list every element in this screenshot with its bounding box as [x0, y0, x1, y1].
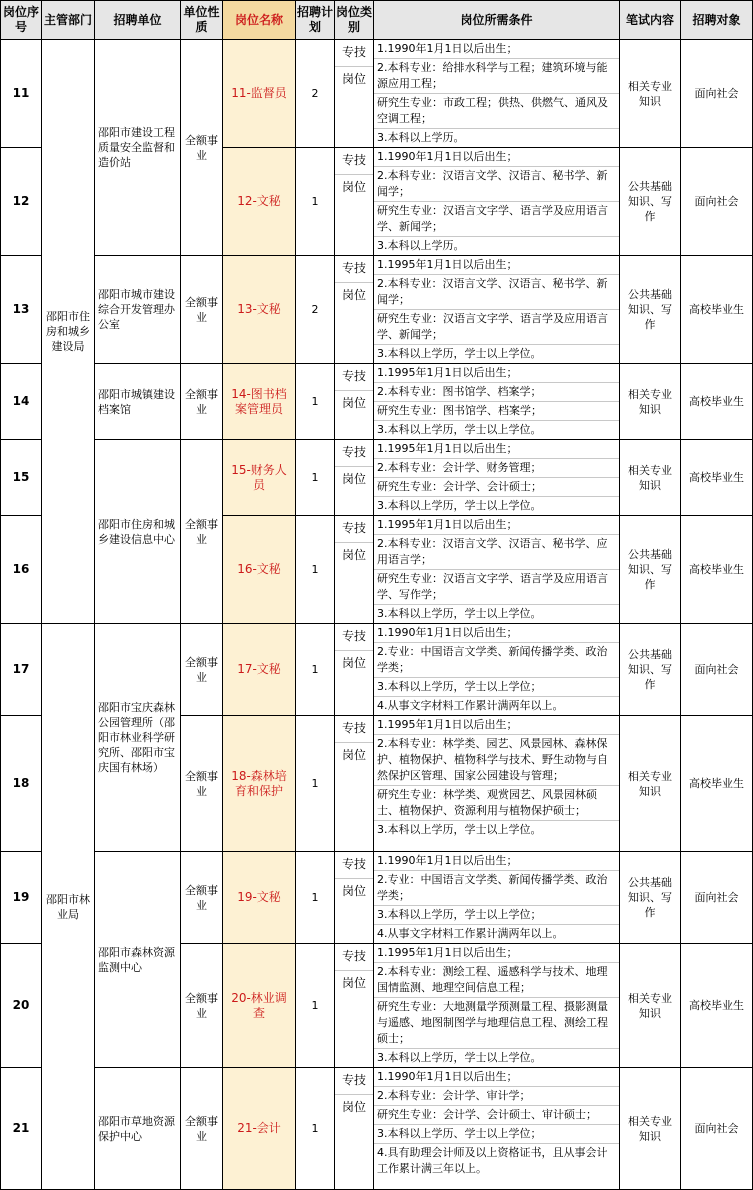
requirements-cell [374, 516, 620, 624]
exam-content [620, 40, 681, 148]
position-name: 15-财务人员 [223, 440, 296, 516]
category-line: 岗位 [341, 180, 366, 194]
dept-name: 邵阳市林业局 [46, 892, 90, 921]
position-category [335, 944, 374, 1068]
category-line: 专技 [335, 944, 373, 971]
exam-text: 公共基础知识、写作 [628, 548, 672, 591]
requirements-cell [374, 852, 620, 944]
requirement-line: 2.本科专业：汉语言文学、汉语言、秘书学、新闻学； [374, 275, 619, 310]
recruit-plan: 1 [296, 1068, 335, 1190]
unit-nature: 全额事业 [185, 991, 218, 1020]
exam-text: 相关专业知识 [628, 463, 672, 492]
requirements-cell [374, 716, 620, 852]
position-category [335, 148, 374, 256]
requirement-line: 2.本科专业：会计学、审计学； [374, 1087, 619, 1106]
recruit-target: 高校毕业生 [681, 944, 753, 1068]
recruit-target: 面向社会 [681, 852, 753, 944]
recruit-plan: 1 [296, 364, 335, 440]
recruit-target: 面向社会 [681, 1068, 753, 1190]
table-row [1, 624, 753, 716]
requirement-line: 2.本科专业：会计学、财务管理； [374, 459, 619, 478]
unit-name: 邵阳市城镇建设档案馆 [98, 387, 175, 416]
category-line: 专技 [335, 148, 373, 175]
requirements-cell [374, 1068, 620, 1190]
exam-content [620, 852, 681, 944]
position-category [335, 1068, 374, 1190]
position-category [335, 256, 374, 364]
recruit-target: 高校毕业生 [681, 256, 753, 364]
unit-nature: 全额事业 [185, 387, 218, 416]
requirement-line: 1.1995年1月1日以后出生； [374, 364, 619, 383]
requirement-line: 1.1990年1月1日以后出生； [374, 1068, 619, 1087]
requirement-line: 2.本科专业：给排水科学与工程；建筑环境与能源应用工程； [374, 59, 619, 94]
recruit-plan: 2 [296, 256, 335, 364]
category-line: 岗位 [341, 548, 366, 562]
category-line: 岗位 [341, 748, 366, 762]
unit-name: 邵阳市城市建设综合开发管理办公室 [98, 288, 175, 331]
category-line: 岗位 [341, 1100, 366, 1114]
row-seq: 11 [1, 40, 42, 148]
requirement-line: 1.1995年1月1日以后出生； [374, 440, 619, 459]
recruit-target: 高校毕业生 [681, 716, 753, 852]
category-line: 专技 [335, 852, 373, 879]
position-name: 13-文秘 [223, 256, 296, 364]
unit-name: 邵阳市建设工程质量安全监督和造价站 [98, 126, 175, 169]
requirement-line: 研究生专业：大地测量学预测量工程、摄影测量与遥感、地图制图学与地理信息工程、测绘工程硕士； [374, 998, 619, 1049]
exam-text: 相关专业知识 [628, 387, 672, 416]
exam-content [620, 944, 681, 1068]
category-line: 专技 [335, 364, 373, 391]
exam-text: 相关专业知识 [628, 79, 672, 108]
recruit-plan: 1 [296, 516, 335, 624]
exam-text: 公共基础知识、写作 [628, 648, 672, 691]
header-seq: 岗位序号 [1, 1, 42, 40]
unit-nature: 全额事业 [185, 295, 218, 324]
requirement-line: 1.1995年1月1日以后出生； [374, 944, 619, 963]
requirement-line: 3.本科以上学历，学士以上学位。 [377, 607, 542, 620]
row-seq: 12 [1, 148, 42, 256]
table-row [1, 1068, 753, 1190]
nature-cell [181, 40, 223, 256]
recruit-target: 高校毕业生 [681, 516, 753, 624]
requirement-line: 研究生专业：会计学、会计硕士、审计硕士； [374, 1106, 619, 1125]
unit-nature: 全额事业 [185, 133, 218, 162]
unit-cell [95, 440, 181, 624]
requirement-line: 2.本科专业：测绘工程、遥感科学与技术、地理国情监测、地理空间信息工程； [374, 963, 619, 998]
exam-content [620, 256, 681, 364]
dept-name: 邵阳市住房和城乡建设局 [46, 310, 90, 353]
nature-cell [181, 944, 223, 1068]
nature-cell [181, 364, 223, 440]
table-row [1, 440, 753, 516]
position-category [335, 852, 374, 944]
position-name: 14-图书档案管理员 [223, 364, 296, 440]
recruit-target: 面向社会 [681, 624, 753, 716]
unit-nature: 全额事业 [185, 883, 218, 912]
category-line: 专技 [335, 40, 373, 67]
header-dept: 主管部门 [42, 1, 95, 40]
row-seq: 20 [1, 944, 42, 1068]
position-name: 17-文秘 [223, 624, 296, 716]
requirement-line: 3.本科以上学历，学士以上学位。 [377, 823, 542, 836]
unit-name: 邵阳市宝庆森林公园管理所（邵阳市林业科学研究所、邵阳市宝庆国有林场） [98, 701, 175, 774]
unit-nature: 全额事业 [185, 769, 218, 798]
requirement-line: 3.本科以上学历。 [377, 131, 465, 144]
header-row [1, 1, 753, 40]
requirement-line: 4.具有助理会计师及以上资格证书，且从事会计工作累计满三年以上。 [377, 1146, 608, 1175]
requirement-line: 4.从事文字材料工作累计满两年以上。 [377, 699, 564, 712]
unit-cell [95, 1068, 181, 1190]
category-line: 岗位 [341, 656, 366, 670]
nature-cell [181, 1068, 223, 1190]
unit-cell [95, 852, 181, 1068]
requirement-line: 2.本科专业：汉语言文学、汉语言、秘书学、新闻学； [374, 167, 619, 202]
table-row [1, 256, 753, 364]
requirement-line: 研究生专业：林学类、观赏园艺、风景园林硕士、植物保护、资源利用与植物保护硕士； [374, 786, 619, 821]
recruit-plan: 1 [296, 716, 335, 852]
position-category [335, 40, 374, 148]
requirements-cell [374, 148, 620, 256]
requirement-line: 研究生专业：汉语言文字学、语言学及应用语言学、写作学； [374, 570, 619, 605]
row-seq: 16 [1, 516, 42, 624]
requirement-line: 2.本科专业：图书馆学、档案学； [374, 383, 619, 402]
recruit-plan: 1 [296, 440, 335, 516]
header-nature: 单位性质 [181, 1, 223, 40]
requirement-line: 2.本科专业：汉语言文学、汉语言、秘书学、应用语言学； [374, 535, 619, 570]
table-row [1, 852, 753, 944]
requirements-cell [374, 364, 620, 440]
unit-cell [95, 40, 181, 256]
category-line: 岗位 [341, 72, 366, 86]
position-name: 12-文秘 [223, 148, 296, 256]
header-plan: 招聘计划 [296, 1, 335, 40]
requirements-cell [374, 40, 620, 148]
category-line: 专技 [335, 516, 373, 543]
row-seq: 13 [1, 256, 42, 364]
row-seq: 19 [1, 852, 42, 944]
exam-content [620, 148, 681, 256]
exam-text: 相关专业知识 [628, 991, 672, 1020]
exam-text: 相关专业知识 [628, 1114, 672, 1143]
category-line: 岗位 [341, 472, 366, 486]
requirement-line: 研究生专业：市政工程；供热、供燃气、通风及空调工程； [374, 94, 619, 129]
requirements-cell [374, 440, 620, 516]
category-line: 专技 [335, 1068, 373, 1095]
position-category [335, 440, 374, 516]
category-line: 岗位 [341, 396, 366, 410]
row-seq: 15 [1, 440, 42, 516]
category-line: 专技 [335, 440, 373, 467]
unit-nature: 全额事业 [185, 1114, 218, 1143]
exam-content [620, 1068, 681, 1190]
unit-name: 邵阳市住房和城乡建设信息中心 [98, 517, 175, 546]
requirement-line: 2.专业：中国语言文学类、新闻传播学类、政治学类； [374, 643, 619, 678]
requirements-cell [374, 944, 620, 1068]
header-exam: 笔试内容 [620, 1, 681, 40]
requirement-line: 4.从事文字材料工作累计满两年以上。 [377, 927, 564, 940]
table-body [1, 40, 753, 1190]
position-category [335, 716, 374, 852]
requirement-line: 3.本科以上学历，学士以上学位。 [377, 499, 542, 512]
position-name: 11-监督员 [223, 40, 296, 148]
position-name: 20-林业调查 [223, 944, 296, 1068]
nature-cell [181, 716, 223, 852]
requirement-line: 1.1990年1月1日以后出生； [374, 40, 619, 59]
unit-name: 邵阳市草地资源保护中心 [98, 1114, 175, 1143]
unit-cell [95, 256, 181, 364]
exam-content [620, 516, 681, 624]
requirement-line: 1.1990年1月1日以后出生； [374, 852, 619, 871]
category-line: 岗位 [341, 884, 366, 898]
dept-cell [42, 40, 95, 624]
category-line: 专技 [335, 716, 373, 743]
nature-cell [181, 624, 223, 716]
unit-cell [95, 364, 181, 440]
header-posname: 岗位名称 [223, 1, 296, 40]
nature-cell [181, 256, 223, 364]
requirement-line: 研究生专业：汉语言文字学、语言学及应用语言学、新闻学； [374, 202, 619, 237]
category-line: 专技 [335, 256, 373, 283]
nature-cell [181, 852, 223, 944]
requirements-cell [374, 256, 620, 364]
header-unit: 招聘单位 [95, 1, 181, 40]
exam-content [620, 624, 681, 716]
exam-content [620, 716, 681, 852]
exam-text: 相关专业知识 [628, 769, 672, 798]
header-cat: 岗位类别 [335, 1, 374, 40]
requirement-line: 研究生专业：会计学、会计硕士； [374, 478, 619, 497]
requirement-line: 1.1995年1月1日以后出生； [374, 516, 619, 535]
position-name: 18-森林培育和保护 [223, 716, 296, 852]
unit-cell [95, 624, 181, 852]
requirement-line: 3.本科以上学历。 [377, 239, 465, 252]
requirement-line: 2.本科专业：林学类、园艺、风景园林、森林保护、植物保护、植物科学与技术、野生动物与自然保护区管理、国家公园建设与管理； [374, 735, 619, 786]
recruit-target: 高校毕业生 [681, 364, 753, 440]
dept-cell [42, 624, 95, 1190]
requirement-line: 1.1990年1月1日以后出生； [374, 624, 619, 643]
recruit-target: 面向社会 [681, 40, 753, 148]
position-name: 16-文秘 [223, 516, 296, 624]
exam-text: 公共基础知识、写作 [628, 876, 672, 919]
exam-text: 公共基础知识、写作 [628, 288, 672, 331]
table-row [1, 40, 753, 148]
position-category [335, 516, 374, 624]
recruit-target: 高校毕业生 [681, 440, 753, 516]
requirement-line: 1.1995年1月1日以后出生； [374, 716, 619, 735]
requirement-line: 1.1995年1月1日以后出生； [374, 256, 619, 275]
requirement-line: 研究生专业：图书馆学、档案学； [374, 402, 619, 421]
exam-content [620, 440, 681, 516]
requirement-line: 3.本科以上学历、学士以上学位； [374, 1125, 619, 1144]
row-seq: 18 [1, 716, 42, 852]
header-target: 招聘对象 [681, 1, 753, 40]
position-name: 19-文秘 [223, 852, 296, 944]
requirement-line: 研究生专业：汉语言文字学、语言学及应用语言学、新闻学； [374, 310, 619, 345]
requirement-line: 3.本科以上学历，学士以上学位； [374, 906, 619, 925]
position-name: 21-会计 [223, 1068, 296, 1190]
requirement-line: 3.本科以上学历，学士以上学位。 [377, 1051, 542, 1064]
category-line: 岗位 [341, 288, 366, 302]
category-line: 岗位 [341, 976, 366, 990]
recruit-plan: 2 [296, 40, 335, 148]
row-seq: 17 [1, 624, 42, 716]
unit-nature: 全额事业 [185, 655, 218, 684]
requirement-line: 3.本科以上学历，学士以上学位。 [377, 347, 542, 360]
category-line: 专技 [335, 624, 373, 651]
recruit-plan: 1 [296, 148, 335, 256]
requirements-cell [374, 624, 620, 716]
requirement-line: 3.本科以上学历，学士以上学位。 [377, 423, 542, 436]
exam-content [620, 364, 681, 440]
exam-text: 公共基础知识、写作 [628, 180, 672, 223]
unit-nature: 全额事业 [185, 517, 218, 546]
position-category [335, 364, 374, 440]
row-seq: 14 [1, 364, 42, 440]
nature-cell [181, 440, 223, 624]
header-req: 岗位所需条件 [374, 1, 620, 40]
position-category [335, 624, 374, 716]
table-row [1, 364, 753, 440]
recruit-plan: 1 [296, 624, 335, 716]
unit-name: 邵阳市森林资源监测中心 [98, 945, 175, 974]
row-seq: 21 [1, 1068, 42, 1190]
recruit-plan: 1 [296, 852, 335, 944]
requirement-line: 3.本科以上学历，学士以上学位； [374, 678, 619, 697]
recruit-target: 面向社会 [681, 148, 753, 256]
recruit-plan: 1 [296, 944, 335, 1068]
requirement-line: 1.1990年1月1日以后出生； [374, 148, 619, 167]
requirement-line: 2.专业：中国语言文学类、新闻传播学类、政治学类； [374, 871, 619, 906]
